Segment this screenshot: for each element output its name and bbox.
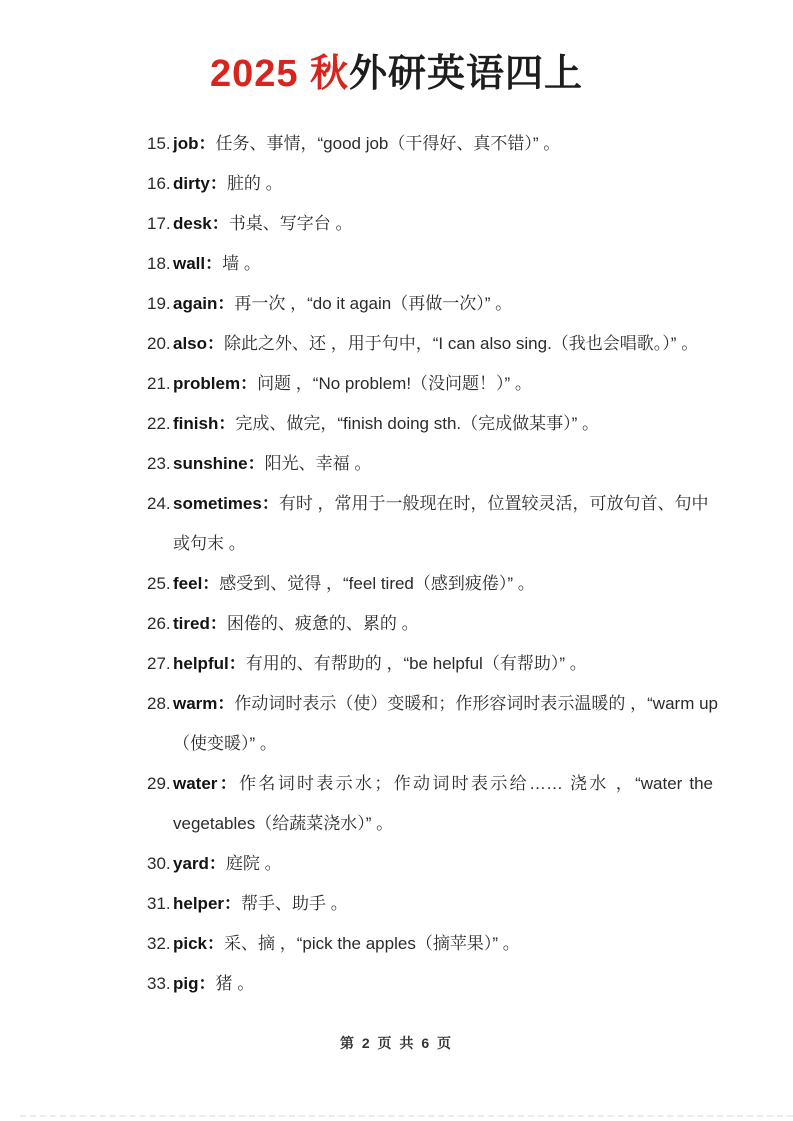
vocab-item bbox=[147, 324, 713, 364]
item-word: job bbox=[173, 134, 199, 154]
item-colon: ： bbox=[211, 214, 229, 234]
vocab-item-first-line bbox=[147, 604, 713, 644]
vocab-item-first-line bbox=[147, 124, 713, 164]
vocab-item-first-line bbox=[147, 284, 713, 324]
item-number: 23. bbox=[147, 454, 171, 474]
item-word: finish bbox=[173, 414, 219, 434]
item-colon: ： bbox=[202, 574, 220, 594]
vocab-item-first-line bbox=[147, 644, 713, 684]
vocab-item bbox=[147, 844, 713, 884]
item-number: 30. bbox=[147, 854, 171, 874]
item-word: desk bbox=[173, 214, 212, 234]
vocab-item-first-line bbox=[147, 764, 713, 804]
vocab-item-first-line bbox=[147, 164, 713, 204]
item-word: yard bbox=[173, 854, 209, 874]
item-definition: 采、摘 ，“pick the apples（摘苹果）” 。 bbox=[224, 934, 520, 954]
vocab-item bbox=[147, 884, 713, 924]
item-colon: ： bbox=[209, 614, 227, 634]
item-number: 22. bbox=[147, 414, 171, 434]
item-number: 16. bbox=[147, 174, 171, 194]
vocab-item bbox=[147, 164, 713, 204]
item-word: problem bbox=[173, 374, 241, 394]
vocab-item bbox=[147, 204, 713, 244]
item-definition: 脏的 。 bbox=[226, 174, 283, 194]
item-number: 25. bbox=[147, 574, 171, 594]
item-colon: ： bbox=[261, 494, 279, 514]
item-colon: ： bbox=[209, 174, 227, 194]
title-season: 秋 bbox=[310, 53, 350, 95]
item-number: 26. bbox=[147, 614, 171, 634]
item-number: 17. bbox=[147, 214, 171, 234]
vocab-item-continuation-line: （使变暖）” 。 bbox=[173, 734, 277, 754]
item-definition: 庭院 。 bbox=[225, 854, 282, 874]
item-colon: ： bbox=[198, 134, 216, 154]
vocab-item bbox=[147, 484, 713, 564]
item-colon: ： bbox=[217, 694, 235, 714]
vocab-item-first-line bbox=[147, 924, 713, 964]
item-definition: 有用的、有帮助的 ，“be helpful（有帮助）” 。 bbox=[245, 654, 587, 674]
item-definition: 任务、事情，“good job（干得好、真不错）” 。 bbox=[215, 134, 561, 154]
item-colon: ： bbox=[247, 454, 265, 474]
item-number: 21. bbox=[147, 374, 171, 394]
title-subject: 外研英语四上 bbox=[349, 53, 584, 95]
item-definition: 帮手、助手 。 bbox=[241, 894, 348, 914]
item-colon: ： bbox=[207, 934, 225, 954]
item-colon: ： bbox=[217, 294, 235, 314]
vocab-item-continuation-line: vegetables（给蔬菜浇水）” 。 bbox=[173, 814, 394, 834]
vocab-item-continuation-line: 或句末 。 bbox=[173, 534, 246, 554]
vocab-item bbox=[147, 964, 713, 1004]
vocab-item-first-line bbox=[147, 884, 713, 924]
item-number: 27. bbox=[147, 654, 171, 674]
item-definition: 再一次 ，“do it again（再做一次）” 。 bbox=[234, 294, 513, 314]
item-word: sunshine bbox=[173, 454, 248, 474]
page-edge-divider bbox=[20, 1115, 793, 1117]
item-colon: ： bbox=[208, 854, 226, 874]
item-definition: 墙 。 bbox=[222, 254, 261, 274]
vocab-item-first-line bbox=[147, 204, 713, 244]
item-word: also bbox=[173, 334, 208, 354]
page-number-indicator: 第 2 页 共 6 页 bbox=[339, 1035, 454, 1051]
vocab-item bbox=[147, 404, 713, 444]
item-definition: 有时 ，常用于一般现在时，位置较灵活，可放句首、句中 bbox=[278, 494, 709, 514]
item-colon: ： bbox=[218, 414, 236, 434]
item-word: warm bbox=[173, 694, 218, 714]
item-colon: ： bbox=[240, 374, 258, 394]
vocab-list bbox=[147, 124, 718, 1004]
item-colon: ： bbox=[198, 974, 216, 994]
item-word: helper bbox=[173, 894, 225, 914]
vocab-item bbox=[147, 564, 713, 604]
vocab-item-first-line bbox=[147, 964, 713, 1004]
vocab-item-first-line bbox=[147, 844, 713, 884]
page-title bbox=[0, 0, 793, 99]
vocab-item-first-line bbox=[147, 244, 713, 284]
item-word: again bbox=[173, 294, 218, 314]
item-word: tired bbox=[173, 614, 210, 634]
vocab-item-first-line bbox=[147, 444, 713, 484]
item-definition: 完成、做完，“finish doing sth.（完成做某事）” 。 bbox=[235, 414, 600, 434]
item-colon: ： bbox=[207, 334, 225, 354]
item-word: pig bbox=[173, 974, 199, 994]
item-definition: 感受到、觉得 ，“feel tired（感到疲倦）” 。 bbox=[219, 574, 535, 594]
item-definition: 问题 ，“No problem!（没问题！）” 。 bbox=[257, 374, 532, 394]
item-definition: 作名词时表示水；作动词时表示给…… 浇水 ，“water the bbox=[239, 774, 713, 794]
item-number: 31. bbox=[147, 894, 171, 914]
vocab-item bbox=[147, 644, 713, 684]
item-number: 18. bbox=[147, 254, 171, 274]
title-year: 2025 bbox=[209, 53, 311, 95]
item-number: 28. bbox=[147, 694, 171, 714]
item-number: 19. bbox=[147, 294, 171, 314]
vocab-item-first-line bbox=[147, 364, 713, 404]
vocab-item bbox=[147, 284, 713, 324]
vocab-item bbox=[147, 124, 713, 164]
item-word: feel bbox=[173, 574, 203, 594]
item-number: 32. bbox=[147, 934, 171, 954]
vocab-item bbox=[147, 604, 713, 644]
vocab-item bbox=[147, 764, 713, 844]
item-number: 15. bbox=[147, 134, 171, 154]
vocab-item-first-line bbox=[147, 404, 713, 444]
vocab-item-first-line bbox=[147, 484, 713, 524]
item-colon: ： bbox=[205, 254, 223, 274]
item-word: wall bbox=[173, 254, 206, 274]
vocab-item bbox=[147, 924, 713, 964]
vocab-item bbox=[147, 244, 713, 284]
item-definition: 困倦的、疲惫的、累的 。 bbox=[226, 614, 419, 634]
vocab-item bbox=[147, 684, 718, 764]
item-colon: ： bbox=[217, 774, 240, 794]
item-definition: 书桌、写字台 。 bbox=[228, 214, 353, 234]
item-colon: ： bbox=[228, 654, 246, 674]
item-number: 29. bbox=[147, 774, 171, 794]
item-colon: ： bbox=[224, 894, 242, 914]
item-word: dirty bbox=[173, 174, 210, 194]
item-number: 33. bbox=[147, 974, 171, 994]
vocab-item bbox=[147, 364, 713, 404]
item-definition: 阳光、幸福 。 bbox=[264, 454, 372, 474]
item-word: sometimes bbox=[173, 494, 262, 514]
item-definition: 猪 。 bbox=[215, 974, 255, 994]
vocab-item-first-line bbox=[147, 324, 713, 364]
item-word: water bbox=[173, 774, 218, 794]
vocab-item-first-line bbox=[147, 564, 713, 604]
vocab-item-first-line bbox=[147, 684, 718, 724]
item-definition: 除此之外、还 ，用于句中，“I can also sing.（我也会唱歌。）” 。 bbox=[224, 334, 699, 354]
item-number: 20. bbox=[147, 334, 171, 354]
vocab-item bbox=[147, 444, 713, 484]
item-word: helpful bbox=[173, 654, 229, 674]
item-word: pick bbox=[173, 934, 208, 954]
item-definition: 作动词时表示（使）变暖和；作形容词时表示温暖的 ，“warm up bbox=[234, 694, 718, 714]
item-number: 24. bbox=[147, 494, 171, 514]
